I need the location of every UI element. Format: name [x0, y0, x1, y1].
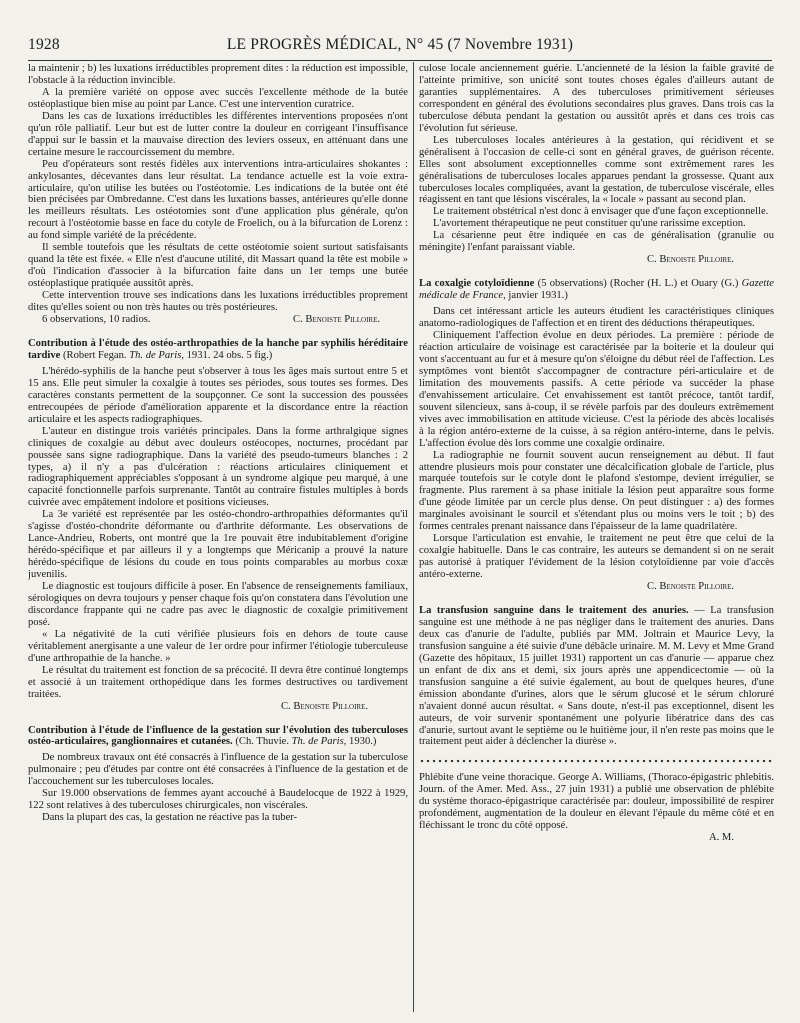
- article-heading: [28, 338, 408, 362]
- article-reference-end: janvier 1931.): [505, 290, 568, 302]
- article-heading: [419, 605, 774, 748]
- article-title: Phlébite d'une veine thoracique.: [419, 772, 556, 784]
- paragraph: A la première variété on oppose avec succès l'excellente méthode de la butée ostéoplastique bien mise au point par Lance. C'est une intervention curatrice.: [28, 86, 408, 110]
- article-title: Contribution à l'étude des ostéo-arthropathies de la hanche par syphilis héréditaire tardive: [28, 337, 408, 361]
- dotted-separator: [419, 758, 774, 764]
- paragraph: L'auteur en distingue trois variétés principales. Dans la forme arthralgique signes cliniques de coxalgie au début avec douleurs ostéocopes, nocturnes, procédant par poussée sans signe radiographique. Dans la variété des pseudo-tumeurs blanches : 2 types, a) il n'y a pas d'ulcération : réactions articulaires cliniquement et radiographiquement appréciables s'opposant à un syndrome algique peu marqué, à une capacité fonctionnelle parfois surprenante. Tantôt au contraire fistules multiples à bords cuivrée avec empâtement indolore et positions vicieuses.: [28, 425, 408, 509]
- journal-title: LE PROGRÈS MÉDICAL, N° 45 (7 Novembre 1931): [226, 36, 574, 53]
- article-reference: (Ch. Thuvie.: [232, 736, 292, 748]
- paragraph: Dans cet intéressant article les auteurs étudient les caractéristiques cliniques anatomo-radiologiques de l'affection et en tirent des déductions thérapeutiques.: [419, 306, 774, 330]
- author-name: C. Benoiste Pilloire.: [647, 581, 734, 593]
- article-reference-end: 1931. 24 obs. 5 fig.): [183, 349, 273, 361]
- article-reference-source: Th. de Paris,: [129, 349, 184, 361]
- article-heading: [28, 725, 408, 749]
- paragraph: La 3e variété est représentée par les ostéo-chondro-arthropathies déformantes qu'il s'agisse d'ostéo-chondrite déformante ou d'arthrite déformante. Les observations de Lance-Andrieu, Roberts, ont montré que la 1re pouvait être indubitablement d'origine hérédo-spécifique et par ailleurs il y a longtemps que Méricanip a prouvé la nature hérédo-spécifique de lésions du coude en tous points comparables au morbus coxæ juvenilis.: [28, 509, 408, 581]
- article-reference-source: Th. de Paris,: [291, 736, 347, 748]
- paragraph: Cette intervention trouve ses indications dans les luxations irréductibles proprement dites qu'elles soient ou non très hautes ou très postérieures.: [28, 290, 408, 314]
- author-signature: [28, 701, 408, 713]
- paragraph: De nombreux travaux ont été consacrés à l'influence de la gestation sur la tuberculose pulmonaire ; peu d'études par contre ont été consacrées à l'influence de la gestation et de l'accouchement sur les tuberculoses locales.: [28, 752, 408, 788]
- left-column: [28, 63, 408, 1013]
- author-signature: [419, 581, 774, 593]
- article-title: Contribution à l'étude de l'influence de la gestation sur l'évolution des tuberculoses ostéo-articulaires, ganglionnaires et cutanées.: [28, 724, 408, 748]
- paragraph: Cliniquement l'affection évolue en deux périodes. La première : période de réaction articulaire de voisinage est caractérisée par la boiterie et la douleur qui vont s'accentuant au fur et à mesure qu'on s'éloigne du début réel de l'affection. Les symptômes vont bientôt s'accompagner de contracture péri-articulaire et de limitation des mouvements passifs. A cette période va succéder la phase d'envahissement articulaire. Cet envahissement est tantôt précoce, tantôt tardif, souvent silencieux, sans à-coup, il se révèle parfois par des douleurs extrêmement vives avec immobilisation en attitude vicieuse. C'est la période des abcès localisés à la région antéro-externe de la cuisse, à sa région antéro-interne, dans le pelvis. L'affection évolue dès lors comme une coxalgie ordinaire.: [419, 330, 774, 449]
- article-body: — La transfusion sanguine est une méthode à ne pas négliger dans le traitement des anuries. Dans deux cas d'anurie de l'adulte, publiés par MM. Joltrain et Maurice Levy, la transfusion sanguine a été suivie d'une débâcle urinaire. M. M. Levy et Mme Grand (Gazette des hôpitaux, 15 juillet 1931) rapportent un cas d'anurie — apparue chez un enfant de dix ans et demi, six jours après une appendicectomie — où la transfusion sanguine a été suivie également, au bout de quelques heures, d'une émission abondante d'urines, alors que le sérum glucosé et le sérum chloruré n'avaient donné aucun résultat. « Sans doute, n'est-il pas exceptionnel, disent les auteurs, de voir survenir spontanément une polyurie libératrice dans des cas d'anurie, surtout avant le septième ou le huitième jour, il n'en reste pas moins que le traitement peut aider à déclencher la diurèse ».: [419, 604, 774, 748]
- paragraph: Il semble toutefois que les résultats de cette ostéotomie soient surtout satisfaisants quand la tête est fixée. « Elle n'est d'aucune utilité, dit Massart quand la tête est mobile » d'où l'indication d'associer à la bifurcation faite dans un 1er temps une butée ostéoplastique pratiquée aussitôt après.: [28, 242, 408, 290]
- article-heading: [419, 278, 774, 302]
- author-signature: [419, 254, 774, 266]
- article-meta: [28, 314, 408, 326]
- article-body: 27 juin 1931) a publié une observation de phlébite du système thoraco-épigastrique caractérisée par: douleur, impossibilité de respirer profondément, augmentation de la douleur en élevant l'épaule du même côté et en fléchissant le tronc du côté opposé.: [419, 784, 774, 832]
- article-reference: (Robert Fegan.: [60, 349, 130, 361]
- header-rule: [28, 60, 772, 61]
- author-signature: C. Benoiste Pilloire.: [293, 314, 380, 326]
- paragraph: « La négativité de la cuti vérifiée plusieurs fois en dehors de toute cause véritablement anergisante a une valeur de 1er ordre pour infirmer l'étiologie tuberculeuse d'une arthropathie de la hanche. »: [28, 628, 408, 664]
- article-reference: George A. Williams, (Thoraco-épigastric phlebitis.: [555, 772, 774, 784]
- paragraph: Sur 19.000 observations de femmes ayant accouché à Baudelocque de 1922 à 1929, 122 sont relatives à des tuberculoses chirurgicales, non viscérales.: [28, 788, 408, 812]
- page-number: 1928: [28, 36, 60, 53]
- paragraph: culose locale anciennement guérie. L'ancienneté de la lésion la faible gravité de l'atteinte primitive, son unicité sont toutes choses égales d'ailleurs autant de garanties supplémentaires. A des tuberculoses primitivement sérieuses correspondent en général des évolutions secondaires plus graves. Dans trois cas la tuberculose débuta pendant la gestation ou aussitôt après et dans ces trois cas l'évolution fut sérieuse.: [419, 63, 774, 134]
- paragraph: Dans la plupart des cas, la gestation ne réactive pas la tuber-: [42, 812, 298, 824]
- paragraph: la maintenir ; b) les luxations irréductibles proprement dites : la réduction est impossible, l'obstacle à la réduction invincible.: [28, 63, 408, 86]
- article-reference-source: Gazette médicale de France,: [419, 278, 774, 302]
- author-signature: [419, 832, 774, 844]
- paragraph: L'avortement thérapeutique ne peut constituer qu'une rarissime exception.: [433, 218, 746, 230]
- author-initials: A. M.: [708, 832, 734, 844]
- author-name: C. Benoiste Pilloire.: [647, 254, 734, 266]
- paragraph: Les tuberculoses locales antérieures à la gestation, qui récidivent et se généralisent à l'occasion de celle-ci sont en général graves, de guérison récente. Elles sont absolument exceptionnelles comme sont extrêmement rares les généralisations de tuberculoses locales apparues pendant la grossesse. Quant aux tuberculoses locales compliquées, avant la gestation, de tuberculose viscérale, elles réagissent en tant que lésions viscérales, la « locale » passant au second plan.: [419, 134, 774, 206]
- paragraph: La radiographie ne fournit souvent aucun renseignement au début. Il faut attendre plusieurs mois pour constater une décalcification globale de l'article, plus marquée toutefois sur le cotyle dont le plafond s'estompe, devient irrégulier, se fragmente. Plus rarement à sa phase initiale la lésion peut apparaître sous forme d'une géode limitée par un cercle plus dense. On peut distinguer : a) des formes marginales avoisinant le sourcil et s'étendant plus ou moins vers le toit ; b) des formes centrales prenant naissance dans l'épaisseur de la lame quadrilatère.: [419, 449, 774, 533]
- article-title: La transfusion sanguine dans le traitement des anuries.: [419, 604, 689, 616]
- column-divider: [413, 62, 414, 1012]
- paragraph: L'hérédo-syphilis de la hanche peut s'observer à tous les âges mais surtout entre 5 et 15 ans. Elle peut simuler la coxalgie à toutes ses périodes, sous toutes ses formes. Des caractères constants permettent de la soupçonner. Ce sont la succession des poussées entrecoupées de période d'amélioration apparente et la discordance entre la réaction articulaire et les aspects radiographiques.: [28, 365, 408, 425]
- paragraph: Dans les cas de luxations irréductibles les différentes interventions proposées n'ont qu'un rôle palliatif. Leur but est de lutter contre la douleur en corrigeant l'insuffisance d'appui sur le bassin et la mauvaise direction des leviers osseux, en atténuant dans une certaine mesure le raccourcissement du membre.: [28, 110, 408, 158]
- paragraph: Le diagnostic est toujours difficile à poser. En l'absence de renseignements familiaux, sérologiques on devra toujours y penser chaque fois qu'on constatera dans l'évolution une discordance frappante qui ne cadre pas avec le diagnostic de coxalgie primitivement posé.: [28, 581, 408, 628]
- article-reference-source: Journ. of the Amer. Med. Ass.,: [419, 784, 552, 796]
- article-reference-end: 1930.): [346, 736, 377, 748]
- author-name: C. Benoiste Pilloire.: [281, 700, 368, 712]
- article-reference: (5 observations) (Rocher (H. L.) et Ouary (G.): [534, 278, 742, 290]
- right-column: [419, 63, 774, 1013]
- article-title: La coxalgie cotyloïdienne: [419, 278, 535, 290]
- paragraph: La césarienne peut être indiquée en cas de généralisation (granulie ou méningite) l'enfant paraissant viable.: [419, 230, 774, 254]
- paragraph: Lorsque l'articulation est envahie, le traitement ne peut être que celui de la coxalgie habituelle. Dans le cas contraire, les auteurs se demandent si on ne serait pas autorisé à pratiquer l'évidement de la lésion cotyloïdienne par voie d'accès antéro-externe.: [419, 533, 774, 581]
- paragraph: Le traitement obstétrical n'est donc à envisager que d'une façon exceptionnelle.: [433, 206, 769, 218]
- paragraph: Peu d'opérateurs sont restés fidèles aux interventions intra-articulaires shokantes : ankylosantes, décevantes dans leur résultat. La tendance actuelle est la voie extra-articulaire, qu'on utilise les butées ou l'ostéotomie. Les indications de la butée ont été bien précisées par Ombredanne. C'est dans les luxations basses, antérieures qu'elle donne les meilleurs résultats. Les ostéotomies sont d'une application plus générale, qu'on recourt à l'ostéotomie basse en face du cotyle de Froelich, ou à la bifurcation de Lorenz : au fond simple variété de la précédente.: [28, 158, 408, 242]
- observations-count: 6 observations, 10 radios.: [42, 314, 151, 326]
- article-heading: [419, 772, 774, 832]
- paragraph: Le résultat du traitement est fonction de sa précocité. Il devra être continué longtemps et associé à un traitement orthopédique dans les formes destructives ou tardivement traitées.: [28, 664, 408, 700]
- page-header: [28, 34, 772, 58]
